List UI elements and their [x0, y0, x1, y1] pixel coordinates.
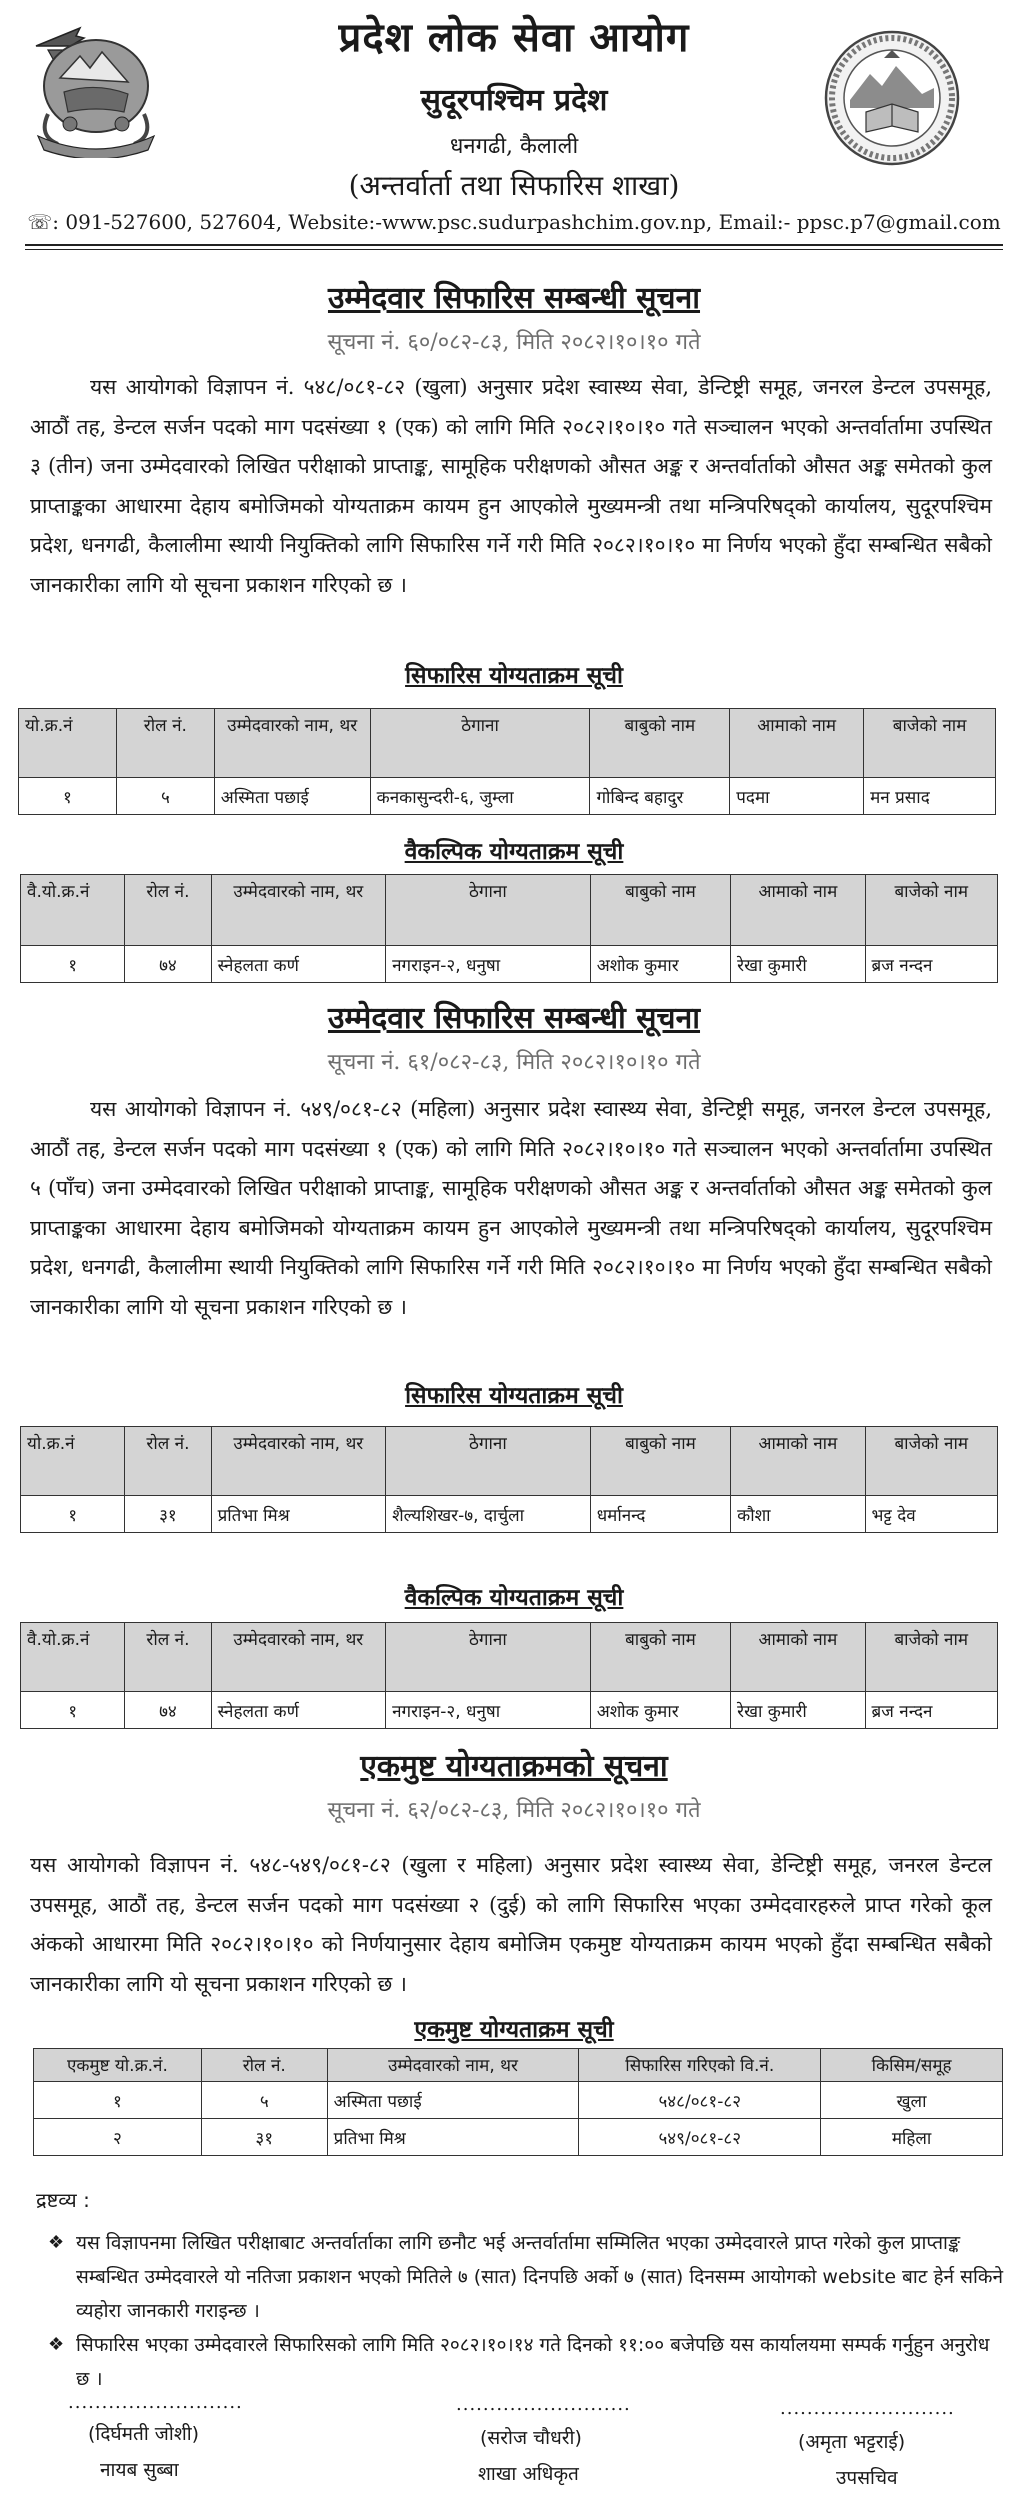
city-name: धनगढी, कैलाली [449, 134, 579, 159]
header-divider-thin [25, 249, 1003, 250]
table-row [21, 1496, 998, 1533]
col-header: उम्मेदवारको नाम, थर [211, 875, 386, 946]
table-cell: प्रतिभा मिश्र [211, 1496, 386, 1533]
table-cell: १ [21, 1692, 125, 1729]
signatory-name: (दिर्घमती जोशी) [88, 2423, 200, 2445]
table-header-row [34, 2049, 1003, 2082]
commission-title: प्रदेश लोक सेवा आयोग [338, 14, 690, 61]
table-cell: स्नेहलता कर्ण [211, 1692, 386, 1729]
table-cell: १ [21, 1496, 125, 1533]
table-cell: कौशा [731, 1496, 865, 1533]
notice3-title: एकमुष्ट योग्यताक्रमको सूचना [360, 1749, 668, 1784]
table-header-row [21, 875, 998, 946]
table-cell: रेखा कुमारी [731, 946, 865, 983]
contact-line: ☏: 091-527600, 527604, Website:-www.psc.sudurpashchim.gov.np, Email:- ppsc.p7@gmail.com [27, 210, 1001, 234]
signatory-name: (सरोज चौधरी) [480, 2427, 582, 2449]
signature-line: .......................... [68, 2392, 243, 2413]
col-header: एकमुष्ट यो.क्र.नं. [34, 2049, 202, 2082]
table-cell: महिला [821, 2119, 1003, 2156]
col-header: सिफारिस गरिएको वि.नं. [579, 2049, 821, 2082]
col-header: आमाको नाम [731, 875, 865, 946]
col-header: रोल नं. [125, 1623, 211, 1692]
notice2-body: यस आयोगको विज्ञापन नं. ५४९/०८१-८२ (महिला) अनुसार प्रदेश स्वास्थ्य सेवा, डेन्टिष्ट्री समूह, जनरल डेन्टल उपसमूह, आठौं तह, डेन्टल सर्जन पदको माग पदसंख्या १ (एक) को लागि मिति २०८२।१०।१० गते सञ्चालन भएको अन्तर्वार्तामा उपस्थित ५ (पाँच) जना उम्मेदवारको लिखित परीक्षाको प्राप्ताङ्क, सामूहिक परीक्षणको औसत अङ्क र अन्तर्वार्ताको औसत अङ्क समेतको कुल प्राप्ताङ्कका आधारमा देहाय बमोजिमको योग्यताक्रम कायम हुन आएकोले मुख्यमन्त्री तथा मन्त्रिपरिषद्को कार्यालय, सुदूरपश्चिम प्रदेश, धनगढी, कैलालीमा स्थायी नियुक्तिको लागि सिफारिस गर्ने गरी मिति २०८२।१०।१० मा निर्णय भएको हुँदा सम्बन्धित सबैको जानकारीका लागि यो सूचना प्रकाशन गरिएको छ । [30, 1097, 992, 1319]
table-cell: ५ [116, 778, 214, 815]
col-header: बाबुको नाम [590, 709, 730, 778]
col-header: बाबुको नाम [590, 1427, 730, 1496]
col-header: बाजेको नाम [865, 1623, 997, 1692]
table-header-row [19, 709, 996, 778]
signatory-title: नायब सुब्बा [100, 2459, 179, 2481]
table-cell: २ [34, 2119, 202, 2156]
header-divider [25, 244, 1003, 246]
table-row [21, 1692, 998, 1729]
notice2-alternate-table [20, 1622, 998, 1729]
table-header-row [21, 1623, 998, 1692]
notice3-merit-table [33, 2048, 1003, 2156]
col-header: ठेगाना [386, 875, 591, 946]
col-header: आमाको नाम [730, 709, 864, 778]
table-row [21, 946, 998, 983]
table-cell: ५४८/०८१-८२ [579, 2082, 821, 2119]
table-cell: भट्ट देव [865, 1496, 997, 1533]
col-header: आमाको नाम [731, 1427, 865, 1496]
col-header: ठेगाना [386, 1623, 591, 1692]
table-header-row [21, 1427, 998, 1496]
notice3-meta: सूचना नं. ६२/०८२-८३, मिति २०८२।१०।१० गते [327, 1798, 701, 1823]
table-cell: १ [19, 778, 117, 815]
notice1-meta: सूचना नं. ६०/०८२-८३, मिति २०८२।१०।१० गते [327, 330, 701, 355]
col-header: उम्मेदवारको नाम, थर [211, 1427, 386, 1496]
notice2-recommend-list-title: सिफारिस योग्यताक्रम सूची [405, 1382, 623, 1409]
table-cell: १ [21, 946, 125, 983]
notice2-alternate-list-title: वैकल्पिक योग्यताक्रम सूची [404, 1584, 624, 1611]
table-cell: गोबिन्द बहादुर [590, 778, 730, 815]
table-cell: ३१ [125, 1496, 211, 1533]
table-cell: कनकासुन्दरी-६, जुम्ला [370, 778, 590, 815]
note-item: यस विज्ञापनमा लिखित परीक्षाबाट अन्तर्वार्ताका लागि छनौट भई अन्तर्वार्तामा सम्मिलित भएका उम्मेदवारले प्राप्त गरेको कुल प्राप्ताङ्क सम्बन्धित उम्मेदवारले यो नतिजा प्रकाशन भएको मितिले ७ (सात) दिनपछि अर्को ७ (सात) दिनसम्म आयोगको website बाट हेर्न सकिने व्यहोरा जानकारी गराइन्छ । [76, 2232, 1004, 2322]
table-cell: स्नेहलता कर्ण [211, 946, 386, 983]
col-header: बाबुको नाम [590, 1623, 730, 1692]
col-header: ठेगाना [386, 1427, 591, 1496]
notice3-list-title: एकमुष्ट योग्यताक्रम सूची [414, 2016, 614, 2043]
table-row [19, 778, 996, 815]
table-cell: १ [34, 2082, 202, 2119]
table-cell: प्रतिभा मिश्र [327, 2119, 579, 2156]
col-header: किसिम/समूह [821, 2049, 1003, 2082]
table-cell: नगराइन-२, धनुषा [386, 946, 591, 983]
table-cell: ७४ [125, 946, 211, 983]
table-cell: ब्रज नन्दन [865, 946, 997, 983]
notice2-meta: सूचना नं. ६१/०८२-८३, मिति २०८२।१०।१० गते [327, 1050, 701, 1075]
signature-line: .......................... [456, 2394, 631, 2415]
col-header: यो.क्र.नं [21, 1427, 125, 1496]
col-header: रोल नं. [125, 1427, 211, 1496]
col-header: रोल नं. [125, 875, 211, 946]
notice1-recommend-list-title: सिफारिस योग्यताक्रम सूची [405, 662, 623, 689]
bullet-icon: ❖ [48, 2334, 65, 2355]
col-header: ठेगाना [370, 709, 590, 778]
notes-heading: द्रष्टव्य : [36, 2188, 90, 2212]
table-cell: ७४ [125, 1692, 211, 1729]
table-cell: धर्मानन्द [590, 1496, 730, 1533]
col-header: वै.यो.क्र.नं [21, 875, 125, 946]
col-header: उम्मेदवारको नाम, थर [327, 2049, 579, 2082]
col-header: बाजेको नाम [865, 1427, 997, 1496]
table-cell: नगराइन-२, धनुषा [386, 1692, 591, 1729]
notice1-alternate-table [20, 874, 998, 983]
table-cell: रेखा कुमारी [731, 1692, 865, 1729]
notice2-recommend-table [20, 1426, 998, 1533]
notice1-recommend-table [18, 708, 996, 815]
col-header: उम्मेदवारको नाम, थर [214, 709, 370, 778]
notice1-alternate-list-title: वैकल्पिक योग्यताक्रम सूची [404, 838, 624, 865]
col-header: यो.क्र.नं [19, 709, 117, 778]
bullet-icon: ❖ [48, 2232, 65, 2253]
signatory-title: उपसचिव [836, 2467, 898, 2489]
notice1-body: यस आयोगको विज्ञापन नं. ५४८/०८१-८२ (खुला) अनुसार प्रदेश स्वास्थ्य सेवा, डेन्टिष्ट्री समूह, जनरल डेन्टल उपसमूह, आठौं तह, डेन्टल सर्जन पदको माग पदसंख्या १ (एक) को लागि मिति २०८२।१०।१० गते सञ्चालन भएको अन्तर्वार्तामा उपस्थित ३ (तीन) जना उम्मेदवारको लिखित परीक्षाको प्राप्ताङ्क, सामूहिक परीक्षणको औसत अङ्क र अन्तर्वार्ताको औसत अङ्क समेतको कुल प्राप्ताङ्कका आधारमा देहाय बमोजिमको योग्यताक्रम कायम हुन आएकोले मुख्यमन्त्री तथा मन्त्रिपरिषद्को कार्यालय, सुदूरपश्चिम प्रदेश, धनगढी, कैलालीमा स्थायी नियुक्तिको लागि सिफारिस गर्ने गरी मिति २०८२।१०।१० मा निर्णय भएको हुँदा सम्बन्धित सबैको जानकारीका लागि यो सूचना प्रकाशन गरिएको छ । [30, 375, 992, 597]
col-header: बाबुको नाम [590, 875, 730, 946]
table-cell: मन प्रसाद [864, 778, 996, 815]
notice2-title: उम्मेदवार सिफारिस सम्बन्धी सूचना [327, 1001, 701, 1036]
table-cell: ५ [201, 2082, 327, 2119]
table-cell: खुला [821, 2082, 1003, 2119]
col-header: वै.यो.क्र.नं [21, 1623, 125, 1692]
table-cell: पदमा [730, 778, 864, 815]
table-row [34, 2119, 1003, 2156]
table-cell: अशोक कुमार [590, 1692, 730, 1729]
notice1-title: उम्मेदवार सिफारिस सम्बन्धी सूचना [327, 281, 701, 316]
table-cell: शैल्यशिखर-७, दार्चुला [386, 1496, 591, 1533]
signatory-title: शाखा अधिकृत [478, 2463, 579, 2485]
note-item: सिफारिस भएका उम्मेदवारले सिफारिसको लागि मिति २०८२।१०।१४ गते दिनको ११:०० बजेपछि यस कार्यालयमा सम्पर्क गर्नुहुन अनुरोध छ । [76, 2334, 990, 2390]
table-cell: ५४९/०८१-८२ [579, 2119, 821, 2156]
table-row [34, 2082, 1003, 2119]
signature-line: .......................... [780, 2398, 955, 2419]
province-name: सुदूरपश्चिम प्रदेश [420, 83, 608, 118]
col-header: बाजेको नाम [864, 709, 996, 778]
table-cell: अस्मिता पछाई [214, 778, 370, 815]
col-header: रोल नं. [116, 709, 214, 778]
table-cell: ब्रज नन्दन [865, 1692, 997, 1729]
table-cell: अस्मिता पछाई [327, 2082, 579, 2119]
col-header: उम्मेदवारको नाम, थर [211, 1623, 386, 1692]
branch-name: (अन्तर्वार्ता तथा सिफारिस शाखा) [348, 169, 680, 202]
table-cell: ३१ [201, 2119, 327, 2156]
col-header: आमाको नाम [731, 1623, 865, 1692]
col-header: बाजेको नाम [865, 875, 997, 946]
table-cell: अशोक कुमार [590, 946, 730, 983]
notice3-body: यस आयोगको विज्ञापन नं. ५४८-५४९/०८१-८२ (खुला र महिला) अनुसार प्रदेश स्वास्थ्य सेवा, डेन्टिष्ट्री समूह, जनरल डेन्टल उपसमूह, आठौं तह, डेन्टल सर्जन पदको माग पदसंख्या २ (दुई) को लागि सिफारिस भएका उम्मेदवारहरुले प्राप्त गरेको कूल अंकको आधारमा मिति २०८२।१०।१० को निर्णयानुसार देहाय बमोजिम एकमुष्ट योग्यताक्रम कायम भएको हुँदा सम्बन्धित सबैको जानकारीका लागि यो सूचना प्रकाशन गरिएको छ । [30, 1853, 992, 1996]
col-header: रोल नं. [201, 2049, 327, 2082]
signatory-name: (अमृता भट्टराई) [798, 2431, 906, 2453]
